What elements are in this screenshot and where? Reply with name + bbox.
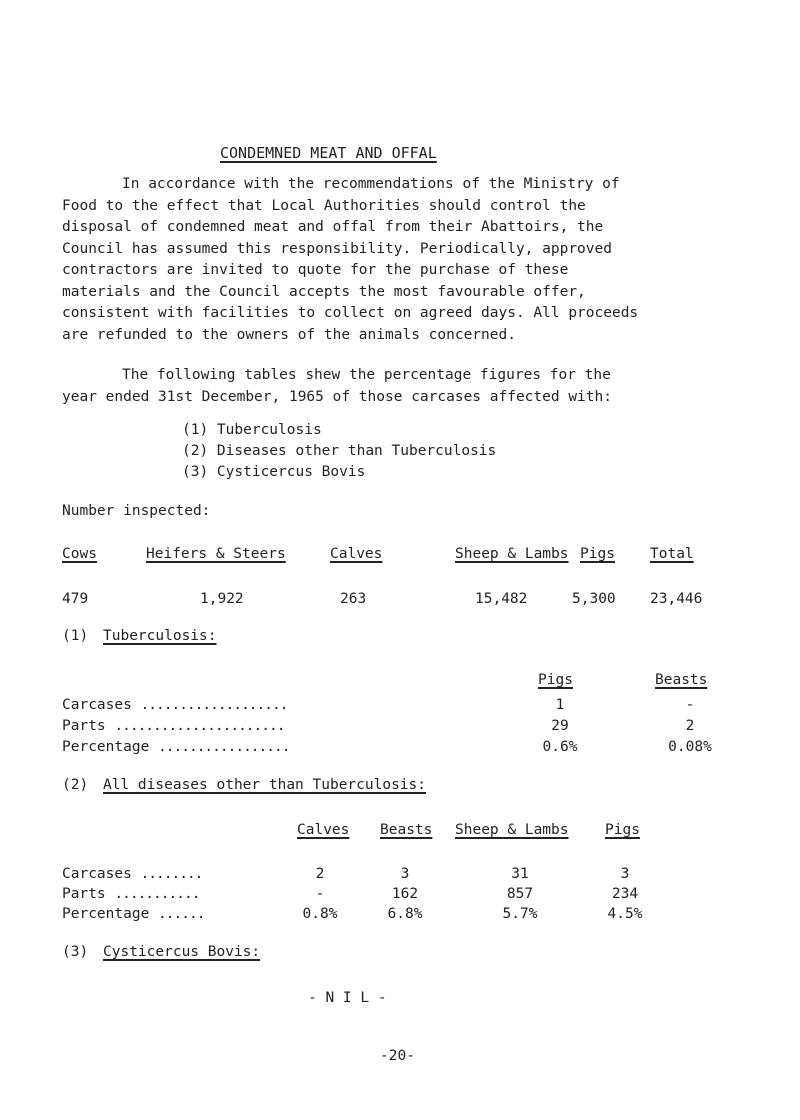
- table-row-label: Percentage ......: [62, 906, 205, 922]
- paragraph-line: contractors are invited to quote for the purchase of these: [62, 262, 569, 278]
- header-calves: Calves: [330, 546, 383, 562]
- tables-intro-paragraph: [62, 365, 784, 408]
- header-pigs: Pigs: [580, 546, 615, 562]
- paragraph-line: materials and the Council accepts the most favourable offer,: [62, 283, 586, 300]
- table-row-label: Carcases ........: [62, 866, 203, 882]
- nil-result: - N I L -: [308, 990, 387, 1006]
- table-row-label: Parts ...........: [62, 886, 200, 902]
- paragraph-line: In accordance with the recommendations of the Ministry of: [122, 176, 620, 192]
- table-cell: -: [685, 697, 695, 713]
- table-cell: 3: [400, 866, 410, 882]
- table-cell: 29: [551, 718, 569, 734]
- paragraph-line: are refunded to the owners of the animals concerned.: [62, 326, 516, 343]
- section-heading-other-diseases: All diseases other than Tuberculosis:: [103, 777, 427, 793]
- other-header-calves: Calves: [297, 822, 350, 838]
- paragraph-line: Council has assumed this responsibility. Periodically, approved: [62, 240, 612, 257]
- table-cell: 0.8%: [302, 906, 338, 922]
- paragraph-line: Food to the effect that Local Authorities should control the: [62, 197, 586, 214]
- value-cows: 479: [62, 591, 89, 607]
- value-pigs: 5,300: [572, 591, 616, 607]
- other-header-beasts: Beasts: [380, 822, 433, 838]
- header-sheep-lambs: Sheep & Lambs: [455, 546, 569, 562]
- tb-header-pigs: Pigs: [538, 672, 573, 688]
- paragraph-line: consistent with facilities to collect on agreed days. All proceeds: [62, 305, 639, 321]
- section-number: (1): [62, 628, 89, 644]
- table-cell: -: [315, 886, 325, 902]
- value-sheep-lambs: 15,482: [475, 591, 528, 607]
- value-calves: 263: [340, 591, 367, 607]
- table-cell: 0.6%: [542, 739, 578, 755]
- conditions-list: [182, 420, 496, 483]
- table-cell: 4.5%: [607, 906, 643, 922]
- paragraph-line: disposal of condemned meat and offal from their Abattoirs, the: [62, 219, 604, 235]
- paragraph-line: year ended 31st December, 1965 of those carcases affected with:: [62, 388, 612, 405]
- inspected-label: Number inspected:: [62, 503, 211, 519]
- table-cell: 5.7%: [502, 906, 538, 922]
- other-header-pigs: Pigs: [605, 822, 640, 838]
- header-heifers-steers: Heifers & Steers: [146, 546, 286, 562]
- paragraph-line: The following tables shew the percentage figures for the: [122, 367, 611, 383]
- table-row-label: Percentage .................: [62, 739, 290, 755]
- header-cows: Cows: [62, 546, 97, 562]
- condition-item: (2) Diseases other than Tuberculosis: [182, 443, 497, 459]
- section-heading-tuberculosis: Tuberculosis:: [103, 628, 217, 644]
- value-total: 23,446: [650, 591, 703, 607]
- intro-paragraph: [62, 174, 784, 346]
- tb-header-beasts: Beasts: [655, 672, 708, 688]
- page-title: CONDEMNED MEAT AND OFFAL: [220, 144, 437, 162]
- table-cell: 31: [511, 866, 529, 882]
- section-number: (3): [62, 944, 89, 960]
- other-header-sheep-lambs: Sheep & Lambs: [455, 822, 569, 838]
- section-number: (2): [62, 777, 89, 793]
- table-cell: 6.8%: [387, 906, 423, 922]
- table-cell: 0.08%: [668, 739, 712, 755]
- table-cell: 2: [685, 718, 695, 734]
- table-cell: 234: [611, 886, 639, 902]
- condition-item: (1) Tuberculosis: [182, 422, 322, 438]
- table-row-label: Carcases ...................: [62, 697, 288, 713]
- table-cell: 2: [315, 866, 325, 882]
- table-cell: 857: [506, 886, 534, 902]
- value-heifers-steers: 1,922: [200, 591, 244, 607]
- table-cell: 3: [620, 866, 630, 882]
- section-heading-cysticercus: Cysticercus Bovis:: [103, 944, 261, 960]
- table-cell: 1: [555, 697, 565, 713]
- table-cell: 162: [391, 886, 419, 902]
- condition-item: (3) Cysticercus Bovis: [182, 464, 366, 480]
- table-row-label: Parts ......................: [62, 718, 285, 734]
- page-number: -20-: [380, 1048, 415, 1064]
- header-total: Total: [650, 546, 694, 562]
